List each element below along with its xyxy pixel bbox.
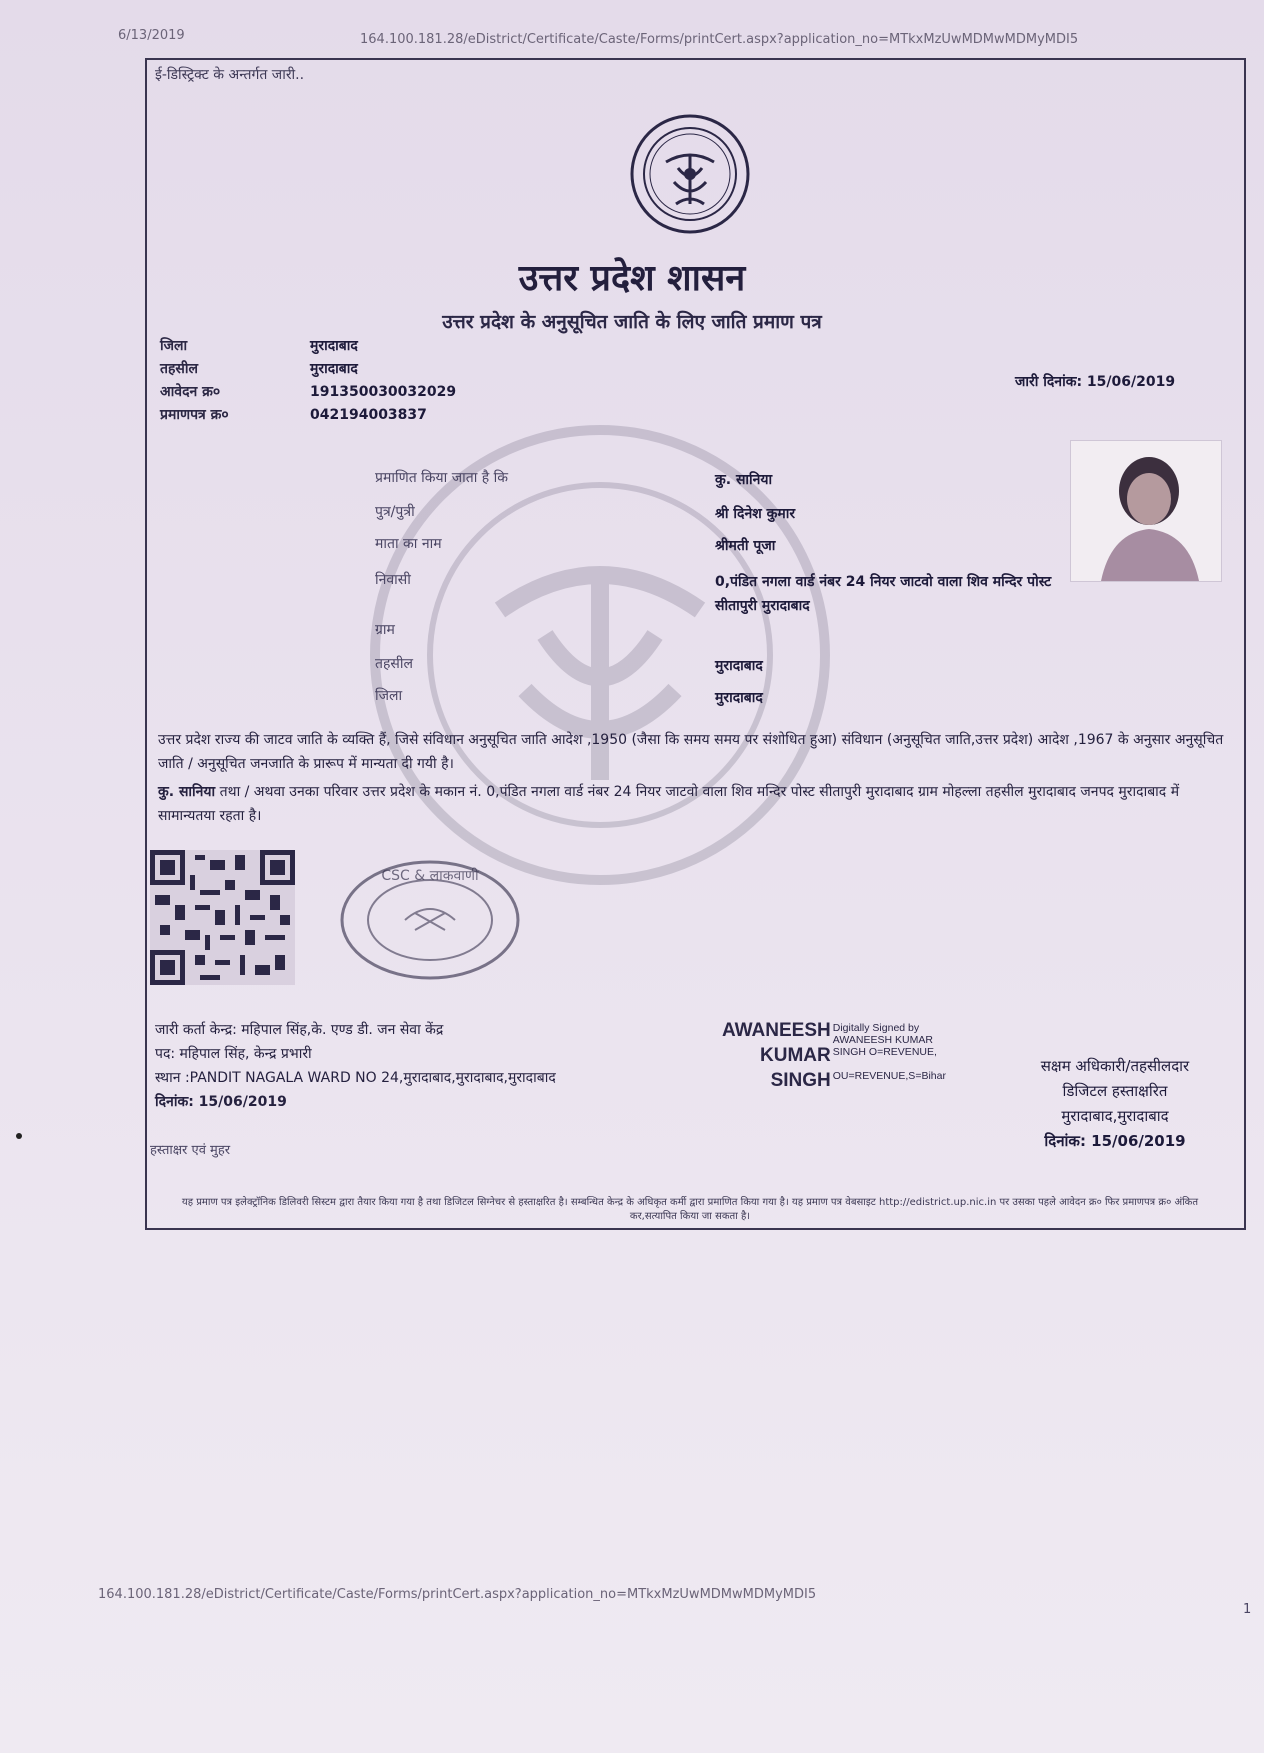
verification-footnote: यह प्रमाण पत्र इलेक्ट्रॉनिक डिलिवरी सिस्टम द्वारा तैयार किया गया है तथा डिजिटल सिग्नेचर से हस्ताक्षरित है। सम्बन्धित केन्द्र के अधिकृत कर्मी द्वारा प्रमाणित किया गया है। यह प्रमाण पत्र वेबसाइट http://edistrict.up.nic.in पर उसका पहले आवेदन क्र० फिर प्रमाणपत्र क्र० अंकित कर,सत्यापित किया जा सकता है।	[181, 1197, 1199, 1222]
detail-tehsil-label: तहसील	[375, 656, 413, 672]
meta-tehsil-value: मुरादाबाद	[310, 361, 358, 377]
signature-details	[833, 1018, 946, 1093]
officer-date: दिनांक: 15/06/2019	[1044, 1132, 1186, 1150]
signer-name	[722, 1018, 831, 1093]
resident-label: निवासी	[375, 572, 411, 588]
signature-line1: Digitally Signed by	[832, 1022, 920, 1034]
mother-label: माता का नाम	[375, 536, 442, 552]
footer-print-url: 164.100.181.28/eDistrict/Certificate/Caste/Forms/printCert.aspx?application_no=MTkxMzUwMDMwMDMyMDI5	[98, 1587, 817, 1602]
digital-signature	[722, 1018, 946, 1093]
village-label: ग्राम	[375, 622, 395, 638]
csc-stamp-icon	[335, 858, 525, 983]
print-date: 6/13/2019	[118, 28, 185, 43]
residence-declaration-name: कु. सानिया	[158, 784, 216, 800]
meta-application-value: 191350030032029	[310, 383, 457, 400]
mother-name: श्रीमती पूजा	[715, 538, 776, 554]
scan-speck	[16, 1133, 22, 1139]
signature-line4: OU=REVENUE,S=Bihar	[832, 1070, 946, 1082]
residence-declaration	[158, 780, 1228, 828]
signer-name-line3: SINGH	[770, 1070, 831, 1091]
officer-place: मुरादाबाद,मुरादाबाद	[1061, 1107, 1169, 1125]
print-url: 164.100.181.28/eDistrict/Certificate/Caste/Forms/printCert.aspx?application_no=MTkxMzUwMDMwMDMyMDI5	[360, 32, 1079, 47]
officer-title: सक्षम अधिकारी/तहसीलदार	[1040, 1057, 1190, 1075]
issued-online-label: ई-डिस्ट्रिक्ट के अन्तर्गत जारी..	[155, 67, 305, 83]
caste-declaration-text: उत्तर प्रदेश राज्य की जाटव जाति के व्यक्ति हैं, जिसे संविधान अनुसूचित जाति आदेश ,1950 (जैसा कि समय समय पर संशोधित हुआ) संविधान (अनुसूचित जाति,उत्तर प्रदेश) आदेश ,1967 के अनुसार अनुसूचित जाति / अनुसूचित जनजाति के प्रारूप में मान्यता दी गयी है।	[158, 732, 1224, 772]
stamp-text: CSC & लाकवाणी	[381, 868, 479, 884]
resident-address: 0,पंडित नगला वार्ड नंबर 24 नियर जाटवो वाला शिव मन्दिर पोस्ट सीतापुरी मुरादाबाद	[715, 574, 1052, 614]
up-state-emblem-icon	[628, 112, 752, 236]
meta-application-label: आवेदन क्र०	[160, 384, 221, 400]
meta-district-label: जिला	[160, 338, 188, 354]
detail-tehsil-value: मुरादाबाद	[715, 658, 763, 674]
meta-tehsil-label: तहसील	[160, 361, 198, 377]
meta-certificate-row	[160, 403, 456, 426]
signature-line3: SINGH O=REVENUE,	[832, 1046, 937, 1058]
meta-tehsil-row	[160, 357, 456, 380]
issuer-post: पद: महिपाल सिंह, केन्द्र प्रभारी	[155, 1046, 312, 1062]
issuer-date: दिनांक: 15/06/2019	[155, 1094, 287, 1110]
issuer-centre: जारी कर्ता केन्द्र: महिपाल सिंह,के. एण्ड डी. जन सेवा केंद्र	[155, 1022, 444, 1038]
signature-and-seal-label: हस्ताक्षर एवं मुहर	[150, 1143, 231, 1158]
officer-signed: डिजिटल हस्ताक्षरित	[1062, 1082, 1168, 1100]
issuer-place: स्थान :PANDIT NAGALA WARD NO 24,मुरादाबाद,मुरादाबाद,मुरादाबाद	[155, 1070, 556, 1086]
meta-certificate-value: 042194003837	[310, 406, 427, 423]
qr-code-icon	[150, 850, 295, 985]
applicant-name: कु. सानिया	[715, 472, 773, 488]
document-title: उत्तर प्रदेश शासन	[518, 257, 746, 299]
signer-name-line2: KUMAR	[760, 1045, 831, 1066]
father-name: श्री दिनेश कुमार	[715, 506, 796, 522]
meta-district-value: मुरादाबाद	[310, 338, 358, 354]
signer-name-line1: AWANEESH	[722, 1020, 831, 1041]
page-number: 1	[1243, 1602, 1252, 1617]
certified-label: प्रमाणित किया जाता है कि	[375, 470, 509, 486]
meta-district-row	[160, 334, 456, 357]
meta-application-row	[160, 380, 456, 403]
child-of-label: पुत्र/पुत्री	[375, 504, 415, 520]
meta-certificate-label: प्रमाणपत्र क्र०	[160, 407, 229, 423]
issuer-block	[155, 1018, 556, 1114]
detail-district-label: जिला	[375, 688, 403, 704]
residence-declaration-text: तथा / अथवा उनका परिवार उत्तर प्रदेश के मकान नं. 0,पंडित नगला वार्ड नंबर 24 नियर जाटवो वाला शिव मन्दिर पोस्ट सीतापुरी मुरादाबाद ग्राम मोहल्ला तहसील मुरादाबाद जनपद मुरादाबाद में सामान्यतया रहता है।	[158, 784, 1180, 824]
issue-date: जारी दिनांक: 15/06/2019	[1015, 374, 1176, 390]
competent-officer-block	[1015, 1054, 1215, 1154]
document-subtitle: उत्तर प्रदेश के अनुसूचित जाति के लिए जाति प्रमाण पत्र	[442, 311, 822, 333]
detail-district-value: मुरादाबाद	[715, 690, 763, 706]
certificate-meta	[160, 334, 456, 426]
signature-line2: AWANEESH KUMAR	[832, 1034, 933, 1046]
